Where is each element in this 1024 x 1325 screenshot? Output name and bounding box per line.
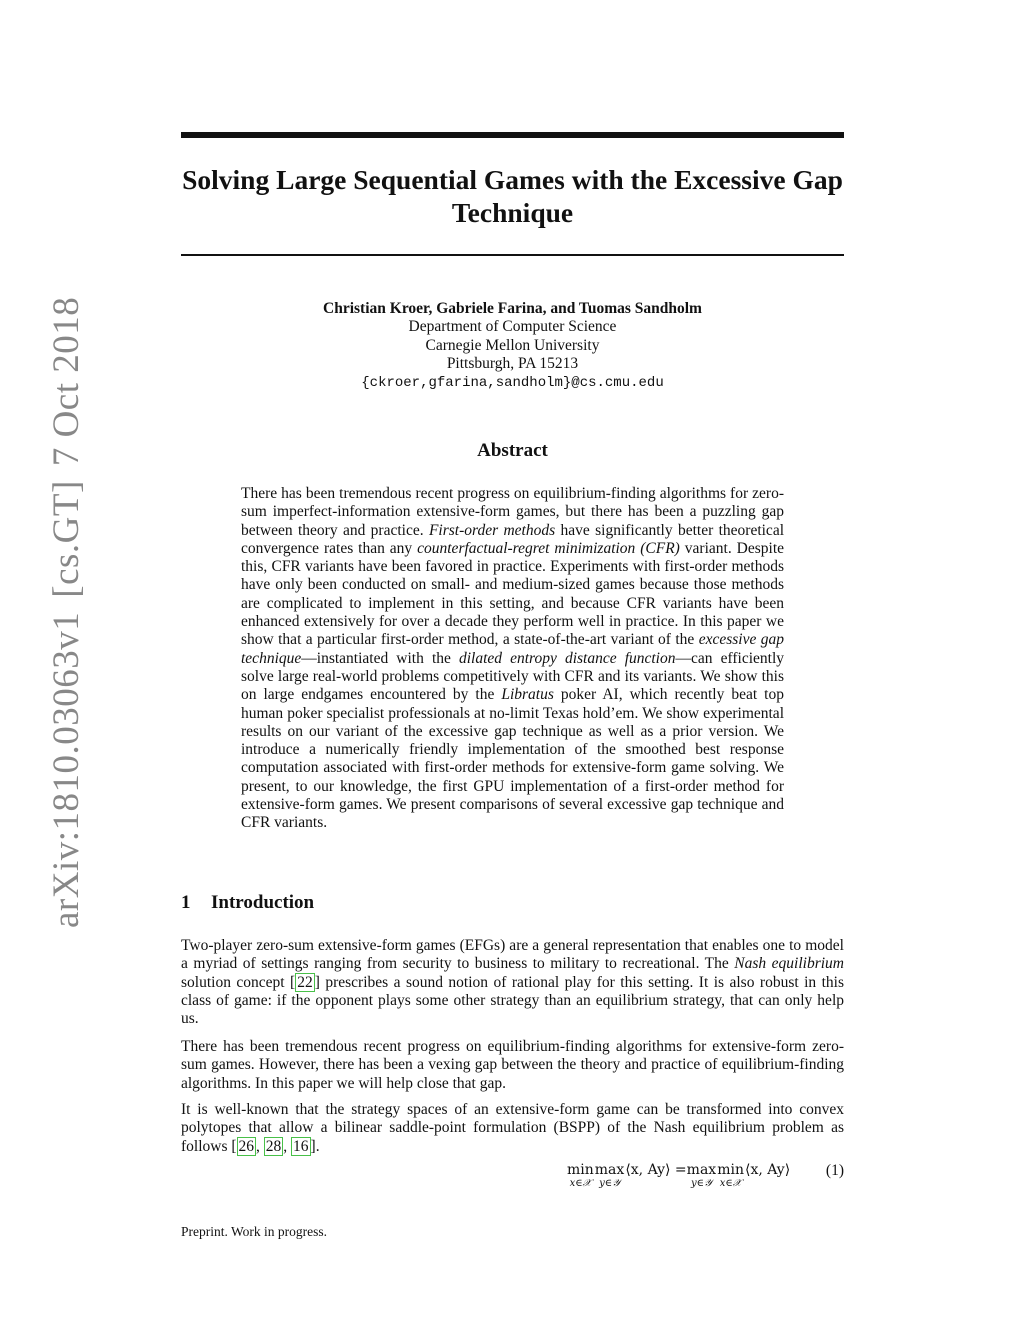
citation-separator: , [256,1137,264,1155]
title-bottom-rule [181,254,844,256]
operator-subscript: y∈𝒴 [599,1178,620,1189]
paragraph-text: Two-player zero-sum extensive-form games (EFGs) are a general representation that enables one to model a myriad of settings ranging from security to business to military to recreational. The [181,937,844,973]
abstract-emphasis: First-order methods [428,521,556,539]
abstract-emphasis: counterfactual-regret minimization (CFR) [417,539,680,557]
operator-name: min [567,1162,594,1178]
paragraph-text: ]. [310,1137,320,1155]
intro-paragraph-2: There has been tremendous recent progress on equilibrium-finding algorithms for extensive-form zero-sum games. However, there has been a vexing gap between the theory and practice of equilibrium-finding algorithms. In this paper we will help close that gap. [181,1038,844,1092]
arxiv-stamp [45,283,88,928]
citation-link[interactable]: 28 [265,1137,282,1155]
equation-operator [595,1162,625,1189]
author-names: Christian Kroer, Gabriele Farina, and Tuomas Sandholm [323,300,702,317]
equation-operator [567,1162,594,1189]
author-email: {ckroer,gfarina,sandholm}@cs.cmu.edu [361,374,664,391]
arxiv-category: [cs.GT] [46,480,87,598]
abstract-emphasis: excessive gap technique [241,631,784,667]
equation-operator [687,1162,717,1189]
paragraph-text: It is well-known that the strategy spaces of an extensive-form game can be transformed into convex polytopes that allow a bilinear saddle-point formulation (BSPP) of the Nash equilibrium problem as follows [ [181,1101,844,1155]
author-department: Department of Computer Science [408,318,617,336]
abstract-text-part: have significantly better theoretical convergence rates than any [241,521,784,557]
page-footer: Preprint. Work in progress. [181,1224,328,1239]
citation-link[interactable]: 22 [297,973,313,991]
equation-operator [717,1162,744,1189]
operator-name: min [717,1162,744,1178]
abstract-heading: Abstract [477,440,548,461]
abstract-emphasis: Libratus [501,686,554,704]
operator-name: max [686,1162,717,1178]
equation-1 [181,1160,844,1196]
abstract-text-part: There has been tremendous recent progress on equilibrium-finding algorithms for zero-sum imperfect-information extensive-form games, but there has been a puzzling gap between theory and practice. [241,485,784,539]
citation-separator: , [283,1137,292,1155]
operator-subscript: y∈𝒴 [690,1178,712,1189]
paragraph-text: ] prescribes a sound notion of rational play for this setting. It is also robust in this class of game: if the opponent plays some other strategy than an equilibrium strategy, that can only help us. [181,973,845,1028]
operator-subscript: x∈𝒳 [719,1178,742,1189]
paper-title: Solving Large Sequential Games with the Excessive Gap Technique [182,164,843,228]
equation-term: ⟨x, Ay⟩ = [625,1162,687,1178]
author-block [181,300,844,392]
abstract-text-part: —can efficiently solve large real-world problems competitively with CFR and its variants. We show this on large endgames encountered by the [241,649,784,704]
paragraph-emphasis: Nash equilibrium [734,955,845,973]
equation-term: ⟨x, Ay⟩ [744,1162,791,1178]
author-address: Pittsburgh, PA 15213 [446,355,579,373]
paragraph-text: solution concept [ [181,973,296,991]
abstract-text-part: variant. Despite this, CFR variants have been favored in practice. Experiments with first-order methods have only been conducted on small- and medium-sized games because those methods are complicated to implement in this setting, and because CFR variants have been enhanced extensively for over a decade they perform well in practice. In this paper we show that a particular first-order method, a state-of-the-art variant of the [241,539,784,649]
operator-subscript: x∈𝒳 [569,1178,592,1189]
intro-paragraph-1 [181,937,844,1028]
citation-link[interactable]: 26 [238,1137,255,1155]
section-number: 1 [181,892,191,913]
equation-number: (1) [825,1162,844,1179]
arxiv-id: arXiv:1810.03063v1 [46,611,87,928]
abstract-emphasis: dilated entropy distance function [458,649,676,667]
section-heading-introduction [181,892,314,914]
equation-body [567,1162,790,1189]
arxiv-date: 7 Oct 2018 [46,296,87,467]
intro-paragraph-3 [181,1101,844,1156]
abstract-text-part: —instantiated with the [301,649,459,667]
citation-link[interactable]: 16 [293,1137,309,1155]
abstract-text-part: poker AI, which recently beat top human poker specialist professionals at no-limit Texas hold’em. We show experimental results on our variant of the excessive gap technique as well as a prior version. We introduce a numerically friendly implementation of the smoothed best response computation associated with first-order methods for extensive-form game solving. We present, to our knowledge, the first GPU implementation of a first-order method for extensive-form games. We present comparisons of several excessive gap technique and CFR variants. [241,686,784,832]
operator-name: max [594,1162,625,1178]
section-title: Introduction [211,892,315,913]
author-university: Carnegie Mellon University [425,336,600,354]
abstract-text [241,485,784,833]
title-top-rule [181,132,844,138]
